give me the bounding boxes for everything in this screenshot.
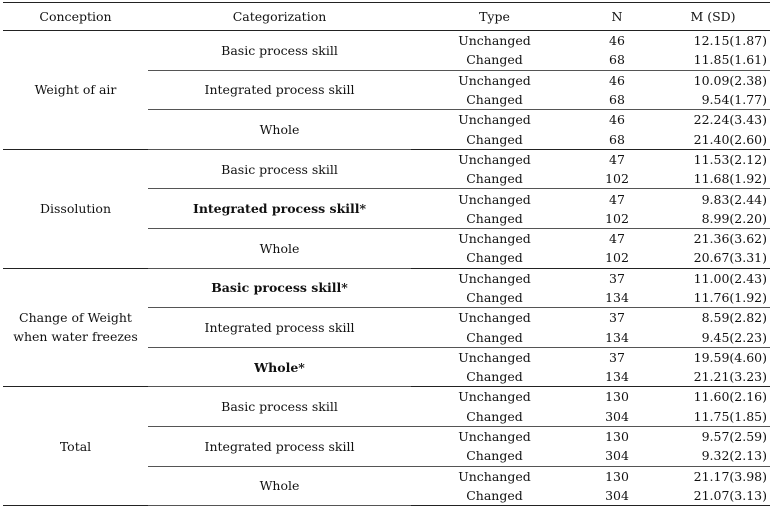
categorization-cell: Whole [148, 228, 411, 268]
results-table [3, 2, 770, 506]
categorization-cell: Integrated process skill [148, 308, 411, 348]
mean-sd-cell: 11.85(1.61) [656, 50, 770, 70]
conception-cell: Dissolution [3, 149, 148, 268]
n-cell: 102 [578, 169, 656, 189]
mean-sd-cell: 21.17(3.98) [693, 468, 767, 484]
header-conception: Conception [3, 3, 148, 31]
categorization-cell: Basic process skill [148, 31, 411, 71]
mean-sd-cell: 8.59(2.82) [701, 310, 767, 326]
n-cell: 130 [605, 429, 629, 445]
n-cell: 304 [578, 446, 656, 466]
n-cell: 134 [578, 288, 656, 308]
type-cell: Changed [411, 327, 578, 347]
type-cell: Changed [411, 407, 578, 427]
mean-sd-cell: 9.83(2.44) [701, 191, 767, 207]
n-cell: 47 [609, 191, 625, 207]
mean-sd-cell: 9.45(2.23) [656, 327, 770, 347]
header-m-sd: M (SD) [656, 3, 770, 31]
n-cell: 102 [578, 248, 656, 268]
n-cell: 102 [578, 209, 656, 229]
categorization-cell: Integrated process skill [148, 70, 411, 110]
mean-sd-cell: 9.54(1.77) [656, 90, 770, 110]
type-cell: Changed [411, 169, 578, 189]
mean-sd-cell: 11.00(2.43) [693, 270, 767, 286]
mean-sd-cell: 22.24(3.43) [693, 112, 767, 128]
mean-sd-cell: 21.07(3.13) [656, 486, 770, 506]
table-row [3, 31, 770, 51]
categorization-cell: Basic process skill [148, 387, 411, 427]
type-cell: Changed [411, 129, 578, 149]
type-cell: Unchanged [458, 468, 531, 484]
categorization-cell: Whole [148, 110, 411, 150]
table-row [3, 268, 770, 288]
header-row [3, 3, 770, 31]
n-cell: 68 [578, 129, 656, 149]
categorization-cell: Basic process skill [148, 149, 411, 189]
n-cell: 68 [578, 90, 656, 110]
n-cell: 134 [578, 367, 656, 387]
type-cell: Changed [411, 446, 578, 466]
table-row [3, 149, 770, 169]
mean-sd-cell: 21.40(2.60) [656, 129, 770, 149]
table-row [3, 387, 770, 407]
table-header [3, 3, 770, 31]
n-cell: 47 [609, 231, 625, 247]
type-cell: Changed [411, 50, 578, 70]
categorization-cell: Integrated process skill* [148, 189, 411, 229]
type-cell: Unchanged [458, 33, 531, 49]
mean-sd-cell: 9.32(2.13) [656, 446, 770, 466]
n-cell: 68 [578, 50, 656, 70]
header-categorization: Categorization [148, 3, 411, 31]
type-cell: Unchanged [458, 429, 531, 445]
n-cell: 46 [609, 33, 625, 49]
mean-sd-cell: 9.57(2.59) [701, 429, 767, 445]
mean-sd-cell: 21.36(3.62) [693, 231, 767, 247]
type-cell: Unchanged [458, 270, 531, 286]
conception-cell: Weight of air [3, 31, 148, 150]
conception-cell: Total [3, 387, 148, 506]
type-cell: Unchanged [458, 72, 531, 88]
mean-sd-cell: 8.99(2.20) [656, 209, 770, 229]
type-cell: Unchanged [458, 389, 531, 405]
type-cell: Changed [411, 90, 578, 110]
n-cell: 37 [609, 310, 625, 326]
mean-sd-cell: 19.59(4.60) [693, 349, 767, 365]
mean-sd-cell: 11.53(2.12) [693, 151, 767, 167]
conception-cell: Change of Weight when water freezes [3, 268, 148, 387]
n-cell: 304 [578, 407, 656, 427]
mean-sd-cell: 11.75(1.85) [656, 407, 770, 427]
type-cell: Changed [411, 248, 578, 268]
header-type: Type [411, 3, 578, 31]
type-cell: Unchanged [458, 310, 531, 326]
n-cell: 130 [605, 468, 629, 484]
mean-sd-cell: 21.21(3.23) [656, 367, 770, 387]
type-cell: Changed [411, 209, 578, 229]
n-cell: 37 [609, 270, 625, 286]
type-cell: Unchanged [458, 151, 531, 167]
n-cell: 46 [609, 112, 625, 128]
mean-sd-cell: 20.67(3.31) [656, 248, 770, 268]
type-cell: Changed [411, 288, 578, 308]
type-cell: Unchanged [458, 231, 531, 247]
type-cell: Unchanged [458, 191, 531, 207]
n-cell: 47 [609, 151, 625, 167]
type-cell: Changed [411, 486, 578, 506]
n-cell: 37 [609, 349, 625, 365]
n-cell: 130 [605, 389, 629, 405]
type-cell: Changed [411, 367, 578, 387]
categorization-cell: Basic process skill* [148, 268, 411, 308]
type-cell: Unchanged [458, 112, 531, 128]
mean-sd-cell: 11.76(1.92) [656, 288, 770, 308]
mean-sd-cell: 12.15(1.87) [693, 33, 767, 49]
categorization-cell: Whole* [148, 347, 411, 387]
mean-sd-cell: 11.68(1.92) [656, 169, 770, 189]
categorization-cell: Integrated process skill [148, 426, 411, 466]
n-cell: 304 [578, 486, 656, 506]
categorization-cell: Whole [148, 466, 411, 506]
mean-sd-cell: 10.09(2.38) [693, 72, 767, 88]
n-cell: 134 [578, 327, 656, 347]
n-cell: 46 [609, 72, 625, 88]
type-cell: Unchanged [458, 349, 531, 365]
header-n: N [578, 3, 656, 31]
mean-sd-cell: 11.60(2.16) [693, 389, 767, 405]
table-body [3, 31, 770, 506]
